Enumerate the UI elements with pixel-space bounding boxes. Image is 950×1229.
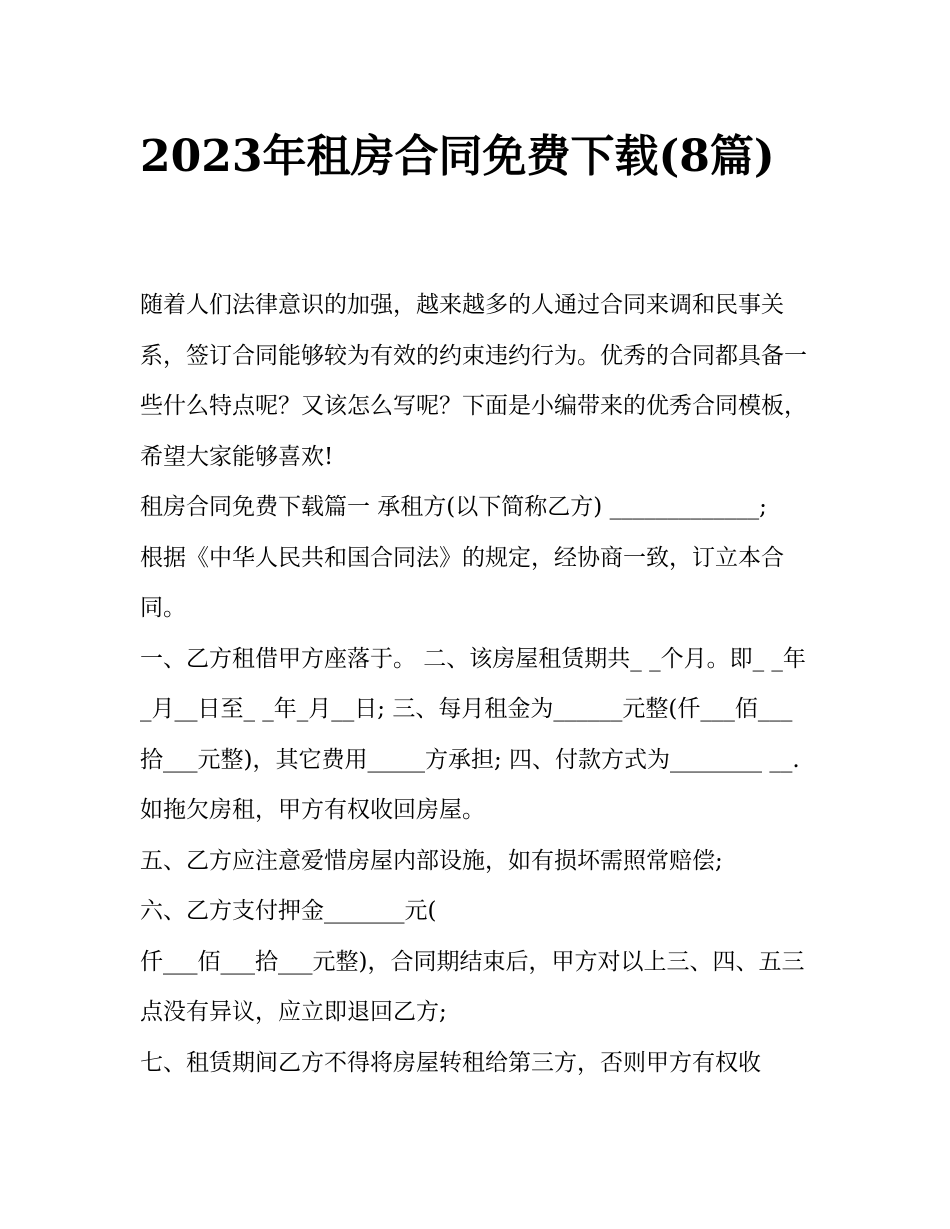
document-title: 2023年租房合同免费下载(8篇) — [140, 131, 775, 182]
clause-five: 五、乙方应注意爱惜房屋内部设施，如有损坏需照常赔偿; — [140, 847, 723, 874]
document-body — [140, 280, 812, 1088]
intro-paragraph: 随着人们法律意识的加强，越来越多的人通过合同来调和民事关系，签订合同能够较为有效的约束违约行为。优秀的合同都具备一些什么特点呢？又该怎么写呢？下面是小编带来的优秀合同模板，希望大家能够喜欢! — [140, 292, 807, 470]
clause-six: 六、乙方支付押金_______元( — [140, 898, 437, 924]
legal-basis-paragraph: 根据《中华人民共和国合同法》的规定，经协商一致，订立本合同。 — [140, 544, 784, 621]
section-heading-tenant: 租房合同免费下载篇一 承租方(以下简称乙方) _____________; — [140, 494, 767, 520]
clauses-one-to-four: 一、乙方租借甲方座落于。 二、该房屋租赁期共_ _个月。即_ _年_月__日至_ _年_月__日; 三、每月租金为______元整(仟___佰___拾___元整)，其它费用_____方承担; 四、付款方式为________ __.如拖欠房租，甲方有权收回房屋。 — [140, 645, 806, 823]
clause-seven: 七、租赁期间乙方不得将房屋转租给第三方，否则甲方有权收 — [140, 1049, 761, 1076]
clause-six-continued: 仟___佰___拾___元整)，合同期结束后，甲方对以上三、四、五三点没有异议，应立即退回乙方; — [140, 948, 805, 1025]
